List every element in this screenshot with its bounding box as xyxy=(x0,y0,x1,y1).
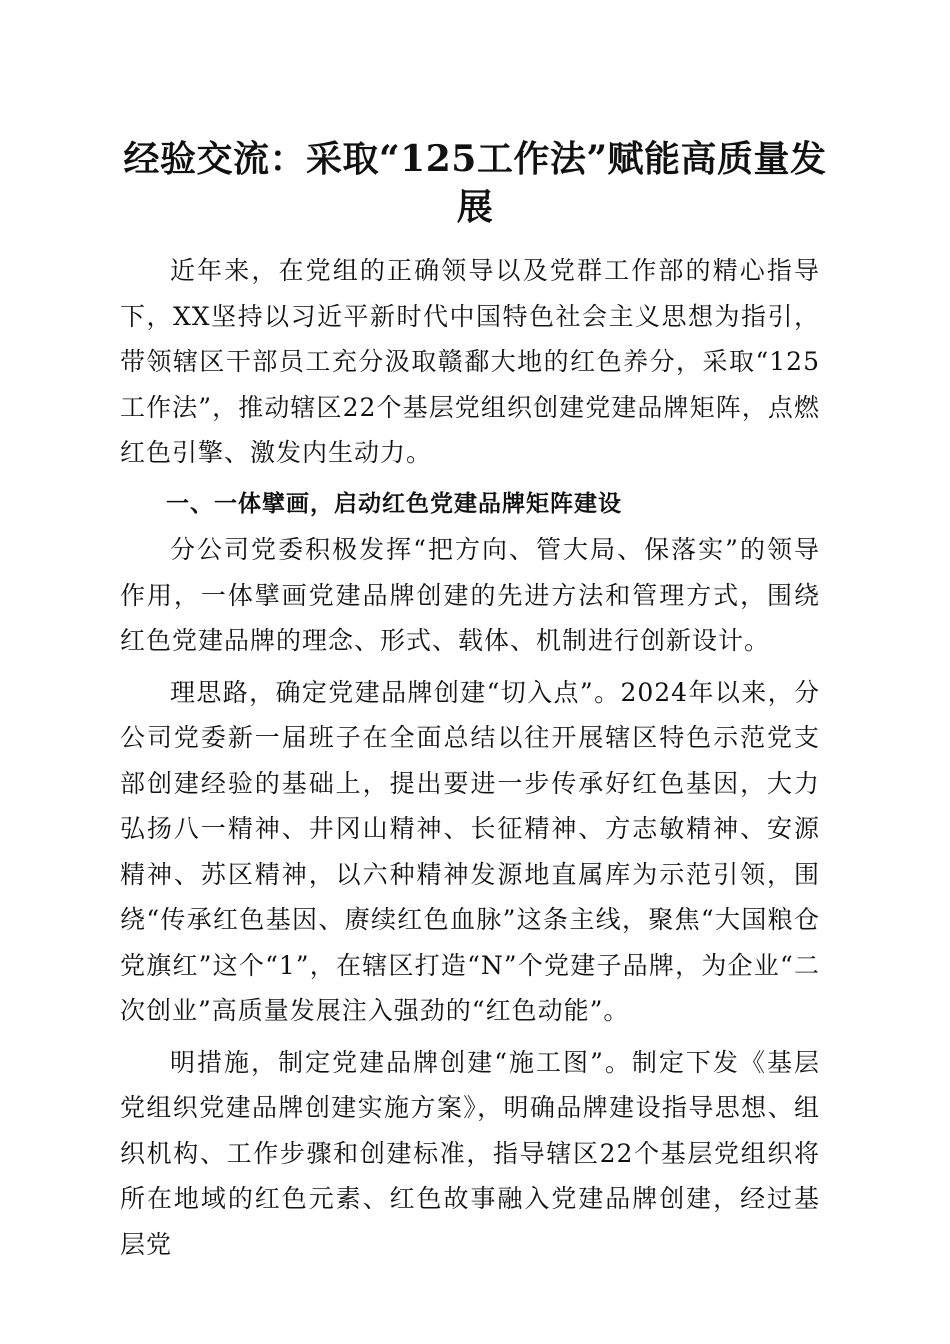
paragraph-clear-thinking: 理思路，确定党建品牌创建“切入点”。2024年以来，分公司党委新一届班子在全面总结以往开展辖区特色示范党支部创建经验的基础上，提出要进一步传承好红色基因，大力弘扬八一精神、井冈山精神、长征精神、方志敏精神、安源精神、苏区精神，以六种精神发源地直属库为示范引领，围绕“传承红色基因、赓续红色血脉”这条主线，聚焦“大国粮仓党旗红”这个“1”，在辖区打造“N”个党建子品牌，为企业“二次创业”高质量发展注入强劲的“红色动能”。 xyxy=(120,677,820,1025)
document-body xyxy=(120,248,820,1267)
paragraph-section-1-overview: 分公司党委积极发挥“把方向、管大局、保落实”的领导作用，一体擘画党建品牌创建的先进方法和管理方式，围绕红色党建品牌的理念、形式、载体、机制进行创新设计。 xyxy=(120,535,820,655)
paragraph-intro: 近年来，在党组的正确领导以及党群工作部的精心指导下，XX坚持以习近平新时代中国特色社会主义思想为指引，带领辖区干部员工充分汲取赣鄱大地的红色养分，采取“125工作法”，推动辖区22个基层党组织创建党建品牌矩阵，点燃红色引擎、激发内生动力。 xyxy=(120,256,820,467)
section-heading-1: 一、一体擘画，启动红色党建品牌矩阵建设 xyxy=(166,490,622,517)
paragraph-clear-measures: 明措施，制定党建品牌创建“施工图”。制定下发《基层党组织党建品牌创建实施方案》，明确品牌建设指导思想、组织机构、工作步骤和创建标准，指导辖区22个基层党组织将所在地域的红色元素、红色故事融入党建品牌创建，经过基层党 xyxy=(120,1047,820,1259)
document-title: 经验交流：采取“125工作法”赋能高质量发展 xyxy=(123,138,827,228)
